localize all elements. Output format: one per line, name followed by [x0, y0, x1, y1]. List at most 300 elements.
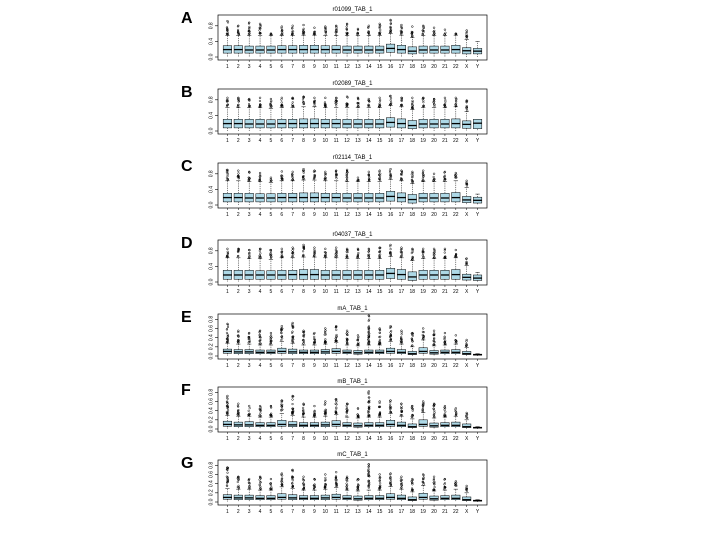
boxplot-panel-d	[181, 232, 487, 295]
box-Y	[473, 272, 481, 282]
iqr-box	[397, 422, 405, 427]
box-9	[310, 405, 318, 429]
box-X	[462, 30, 470, 57]
x-tick-label: 4	[258, 64, 262, 70]
y-tick-label: 0.8	[208, 22, 215, 30]
y-tick-label: 0.4	[208, 37, 215, 45]
iqr-box	[332, 494, 340, 499]
boxplot-panel-a	[181, 7, 487, 70]
x-tick-label: 2	[236, 289, 240, 295]
outlier-max-point	[335, 471, 337, 473]
panel-label: F	[181, 382, 191, 399]
boxplot-panel-e	[181, 306, 487, 369]
box-8	[299, 168, 307, 205]
x-tick-label: 20	[431, 289, 437, 295]
outlier-max-point	[444, 332, 446, 334]
x-tick-label: 1	[226, 289, 229, 295]
box-7	[288, 322, 296, 356]
box-8	[299, 476, 307, 502]
x-tick-label: 8	[302, 363, 305, 369]
x-tick-label: 20	[431, 509, 437, 515]
iqr-box	[452, 495, 460, 500]
y-tick-label: 0.8	[208, 96, 215, 104]
outlier-max-point	[270, 332, 272, 334]
x-tick-label: 19	[420, 64, 426, 70]
iqr-box	[430, 423, 438, 427]
x-tick-label: 9	[313, 138, 316, 144]
x-tick-label: 9	[313, 436, 316, 442]
outlier-max-point	[324, 171, 326, 173]
outlier-max-point	[401, 476, 403, 478]
outlier-point	[227, 409, 229, 411]
box-6	[278, 26, 286, 57]
x-tick-label: 22	[453, 64, 459, 70]
outlier-point	[422, 177, 424, 179]
box-19	[419, 328, 427, 356]
x-tick-label: 21	[442, 436, 448, 442]
box-18	[408, 171, 416, 205]
box-Y	[473, 354, 481, 356]
outlier-point	[466, 110, 468, 112]
y-tick-label: 0.4	[208, 185, 215, 193]
iqr-box	[408, 272, 416, 281]
x-tick-label: 17	[398, 64, 405, 70]
box-22	[452, 407, 460, 429]
outlier-max-point	[422, 328, 424, 330]
iqr-box	[375, 423, 383, 427]
box-22	[452, 334, 460, 356]
x-tick-label: 7	[291, 212, 295, 218]
x-tick-label: 12	[344, 436, 350, 442]
x-tick-label: 14	[366, 289, 372, 295]
x-tick-label: 21	[442, 289, 448, 295]
box-20	[430, 27, 438, 57]
x-tick-label: 13	[355, 363, 361, 369]
x-tick-label: 15	[376, 509, 383, 515]
x-tick-label: 13	[355, 509, 361, 515]
outlier-max-point	[292, 171, 294, 173]
outlier-max-point	[455, 249, 457, 251]
box-21	[441, 248, 449, 282]
outlier-max-point	[314, 247, 316, 249]
x-tick-label: 18	[409, 509, 416, 515]
x-tick-label: 7	[291, 436, 295, 442]
box-X	[462, 258, 470, 282]
x-tick-label: 3	[247, 363, 251, 369]
box-20	[430, 248, 438, 282]
x-tick-label: 19	[420, 363, 426, 369]
x-tick-label: 16	[387, 138, 394, 144]
box-Y	[473, 119, 481, 131]
box-13	[354, 407, 362, 429]
box-2	[234, 476, 242, 502]
box-13	[354, 334, 362, 356]
x-tick-label: 7	[291, 64, 295, 70]
outlier-point	[335, 34, 337, 36]
outlier-max-point	[433, 27, 435, 29]
box-20	[430, 476, 438, 502]
x-tick-label: 10	[322, 64, 329, 70]
y-tick-label: 0.8	[208, 170, 215, 178]
outlier-max-point	[314, 27, 316, 29]
x-tick-label: 21	[442, 64, 448, 70]
y-tick-label: 0.0	[208, 498, 215, 506]
outlier-max-point	[455, 334, 457, 336]
outlier-point	[433, 478, 435, 480]
outlier-max-point	[379, 474, 381, 476]
outlier-max-point	[324, 248, 326, 250]
box-12	[343, 330, 351, 356]
y-tick-label: 0.0	[208, 53, 215, 61]
iqr-box	[354, 423, 362, 427]
x-tick-label: 13	[355, 212, 361, 218]
box-18	[408, 478, 416, 502]
x-tick-label: 3	[247, 212, 251, 218]
box-5	[267, 332, 275, 356]
y-tick-label: 0.8	[208, 461, 215, 469]
x-tick-label: 8	[302, 64, 305, 70]
box-12	[343, 96, 351, 131]
box-19	[419, 97, 427, 131]
y-tick-label: 0.0	[208, 352, 215, 360]
box-15	[375, 97, 383, 131]
box-12	[343, 23, 351, 57]
x-tick-label: 18	[409, 212, 416, 218]
x-tick-label: 18	[409, 436, 416, 442]
outlier-max-point	[433, 476, 435, 478]
outlier-point	[259, 250, 261, 252]
outlier-max-point	[281, 248, 283, 250]
x-tick-label: 13	[355, 436, 361, 442]
outlier-point	[401, 333, 403, 335]
x-tick-label: 20	[431, 138, 437, 144]
x-tick-label: 10	[322, 138, 329, 144]
x-tick-label: 20	[431, 363, 437, 369]
box-8	[299, 330, 307, 356]
outlier-point	[292, 403, 294, 405]
y-tick-label: 0.2	[208, 416, 215, 424]
y-tick-label: 0.0	[208, 127, 215, 135]
x-tick-label: 10	[322, 363, 329, 369]
x-tick-label: 14	[366, 212, 372, 218]
box-16	[386, 168, 394, 205]
box-21	[441, 97, 449, 131]
outlier-point	[358, 252, 360, 254]
x-tick-label: 2	[236, 138, 240, 144]
x-tick-label: X	[465, 436, 469, 442]
x-tick-label: 14	[366, 363, 372, 369]
x-tick-label: 22	[453, 212, 459, 218]
box-5	[267, 249, 275, 282]
x-tick-label: 19	[420, 509, 426, 515]
outlier-point	[379, 29, 381, 31]
iqr-box	[386, 348, 394, 353]
outlier-max-point	[466, 485, 468, 487]
outlier-point	[379, 482, 381, 484]
x-tick-label: 4	[258, 212, 262, 218]
x-tick-label: 7	[291, 138, 295, 144]
box-10	[321, 26, 329, 57]
x-tick-label: 20	[431, 64, 437, 70]
outlier-point	[412, 100, 414, 102]
outlier-max-point	[422, 170, 424, 172]
x-tick-label: 6	[280, 363, 284, 369]
x-tick-label: 2	[236, 363, 240, 369]
x-tick-label: X	[465, 289, 469, 295]
x-tick-label: 14	[366, 64, 372, 70]
x-tick-label: 6	[280, 509, 284, 515]
box-22	[452, 172, 460, 205]
box-5	[267, 98, 275, 131]
x-tick-label: 15	[376, 289, 383, 295]
x-tick-label: 15	[376, 436, 383, 442]
iqr-box	[386, 494, 394, 500]
x-tick-label: 12	[344, 138, 350, 144]
iqr-box	[256, 423, 264, 427]
box-11	[332, 170, 340, 205]
box-8	[299, 403, 307, 429]
box-16	[386, 19, 394, 57]
x-tick-label: 17	[398, 436, 405, 442]
iqr-box	[386, 420, 394, 426]
x-tick-label: X	[465, 363, 469, 369]
box-15	[375, 474, 383, 502]
box-9	[310, 170, 318, 205]
outlier-max-point	[411, 26, 413, 28]
outlier-max-point	[422, 401, 424, 403]
x-tick-label: 3	[247, 436, 251, 442]
x-tick-label: 5	[269, 363, 273, 369]
outlier-point	[292, 250, 294, 252]
x-tick-label: 5	[269, 436, 273, 442]
iqr-box	[408, 120, 416, 128]
box-1	[223, 20, 231, 57]
box-17	[397, 170, 405, 205]
outlier-max-point	[270, 478, 272, 480]
boxplot-panel-c	[181, 155, 487, 218]
x-tick-label: 5	[269, 64, 273, 70]
box-15	[375, 328, 383, 356]
y-tick-label: 0.8	[208, 315, 215, 323]
box-11	[332, 97, 340, 131]
box-4	[256, 405, 264, 429]
box-Y	[473, 427, 481, 429]
box-14	[365, 98, 373, 131]
box-11	[332, 247, 340, 282]
box-13	[354, 248, 362, 282]
box-9	[310, 97, 318, 131]
x-tick-label: 14	[366, 138, 372, 144]
outlier-point	[237, 481, 239, 483]
outlier-point	[390, 99, 392, 101]
x-tick-label: 7	[291, 289, 295, 295]
iqr-box	[245, 422, 253, 427]
box-22	[452, 97, 460, 131]
iqr-box	[419, 348, 427, 354]
outlier-point	[249, 27, 251, 29]
outlier-max-point	[324, 328, 326, 330]
x-tick-label: 21	[442, 509, 448, 515]
outlier-point	[260, 412, 262, 414]
outlier-point	[302, 407, 304, 409]
outlier-point	[433, 176, 435, 178]
x-tick-label: 5	[269, 138, 273, 144]
box-11	[332, 25, 340, 57]
box-4	[256, 23, 264, 57]
x-tick-label: 18	[409, 138, 416, 144]
box-5	[267, 478, 275, 502]
outlier-max-point	[324, 474, 326, 476]
iqr-box	[310, 496, 318, 500]
x-tick-label: 3	[247, 64, 251, 70]
x-tick-label: 11	[333, 138, 339, 144]
box-13	[354, 28, 362, 57]
x-tick-label: 2	[236, 509, 240, 515]
x-tick-label: 5	[269, 212, 273, 218]
panel-title: r02114_TAB_1	[332, 155, 373, 161]
box-Y	[473, 41, 481, 57]
box-20	[430, 330, 438, 356]
x-tick-label: 2	[236, 436, 240, 442]
iqr-box	[365, 423, 373, 427]
x-tick-label: 15	[376, 138, 383, 144]
box-16	[386, 400, 394, 429]
box-X	[462, 339, 470, 356]
outlier-max-point	[444, 97, 446, 99]
outlier-point	[346, 26, 348, 28]
iqr-box	[288, 422, 296, 427]
box-10	[321, 328, 329, 356]
iqr-box	[441, 423, 449, 427]
y-tick-label: 0.2	[208, 343, 215, 351]
x-tick-label: 19	[420, 138, 426, 144]
x-tick-label: 1	[226, 509, 229, 515]
outlier-point	[281, 99, 283, 101]
box-1	[223, 169, 231, 205]
box-15	[375, 23, 383, 57]
box-19	[419, 474, 427, 502]
outlier-max-point	[314, 405, 316, 407]
box-7	[288, 97, 296, 131]
box-1	[223, 323, 231, 356]
box-19	[419, 25, 427, 57]
outlier-point	[227, 472, 229, 474]
box-17	[397, 403, 405, 429]
box-14	[365, 315, 373, 356]
iqr-box	[354, 496, 362, 500]
outlier-point	[259, 252, 261, 254]
iqr-box	[473, 119, 481, 128]
box-4	[256, 248, 264, 282]
box-Y	[473, 194, 481, 205]
box-17	[397, 97, 405, 131]
outlier-point	[324, 175, 326, 177]
box-4	[256, 476, 264, 502]
outlier-max-point	[259, 172, 261, 174]
box-2	[234, 97, 242, 131]
x-tick-label: 21	[442, 138, 448, 144]
box-19	[419, 401, 427, 429]
outlier-point	[390, 248, 392, 250]
x-tick-label: 22	[453, 363, 459, 369]
panel-title: mC_TAB_1	[337, 452, 368, 458]
outlier-point	[390, 97, 392, 99]
box-4	[256, 172, 264, 205]
x-tick-label: 8	[302, 509, 305, 515]
panel-title: r04037_TAB_1	[332, 232, 373, 238]
outlier-max-point	[422, 248, 424, 250]
box-10	[321, 248, 329, 282]
panel-label: E	[181, 309, 192, 326]
x-tick-label: 3	[247, 138, 251, 144]
x-tick-label: X	[465, 64, 469, 70]
box-X	[462, 412, 470, 429]
y-tick-label: 0.8	[208, 247, 215, 255]
iqr-box	[299, 423, 307, 427]
y-tick-label: 0.4	[208, 480, 215, 488]
box-17	[397, 476, 405, 502]
iqr-box	[278, 348, 286, 353]
x-tick-label: 10	[322, 289, 329, 295]
x-tick-label: 10	[322, 212, 329, 218]
x-tick-label: X	[465, 212, 469, 218]
outlier-point	[325, 477, 327, 479]
outlier-max-point	[281, 97, 283, 99]
box-13	[354, 97, 362, 131]
outlier-max-point	[281, 171, 283, 173]
outlier-max-point	[270, 98, 272, 100]
x-tick-label: 9	[313, 363, 316, 369]
iqr-box	[288, 495, 296, 500]
outlier-point	[314, 249, 316, 251]
x-tick-label: 9	[313, 212, 316, 218]
x-tick-label: 16	[387, 363, 394, 369]
outlier-max-point	[237, 330, 239, 332]
box-3	[245, 22, 253, 57]
iqr-box	[343, 496, 351, 500]
x-tick-label: 18	[409, 64, 416, 70]
box-17	[397, 24, 405, 57]
box-16	[386, 325, 394, 356]
x-tick-label: 12	[344, 509, 350, 515]
outlier-max-point	[248, 405, 250, 407]
outlier-point	[422, 34, 424, 36]
outlier-point	[335, 329, 337, 331]
iqr-box	[419, 493, 427, 499]
x-tick-label: 5	[269, 289, 273, 295]
panel-title: r02089_TAB_1	[332, 81, 373, 87]
x-tick-label: 12	[344, 64, 350, 70]
outlier-max-point	[303, 476, 305, 478]
x-tick-label: 9	[313, 289, 316, 295]
box-22	[452, 33, 460, 57]
box-8	[299, 24, 307, 57]
box-19	[419, 170, 427, 205]
box-12	[343, 403, 351, 429]
outlier-max-point	[466, 180, 468, 182]
x-tick-label: 4	[258, 436, 262, 442]
box-16	[386, 473, 394, 502]
x-tick-label: 18	[409, 289, 416, 295]
iqr-box	[375, 496, 383, 500]
box-4	[256, 97, 264, 131]
x-tick-label: 6	[280, 436, 284, 442]
x-tick-label: 7	[291, 509, 295, 515]
panel-label: B	[181, 84, 193, 101]
outlier-max-point	[346, 169, 348, 171]
x-tick-label: 11	[333, 436, 339, 442]
panel-label: C	[181, 158, 193, 175]
